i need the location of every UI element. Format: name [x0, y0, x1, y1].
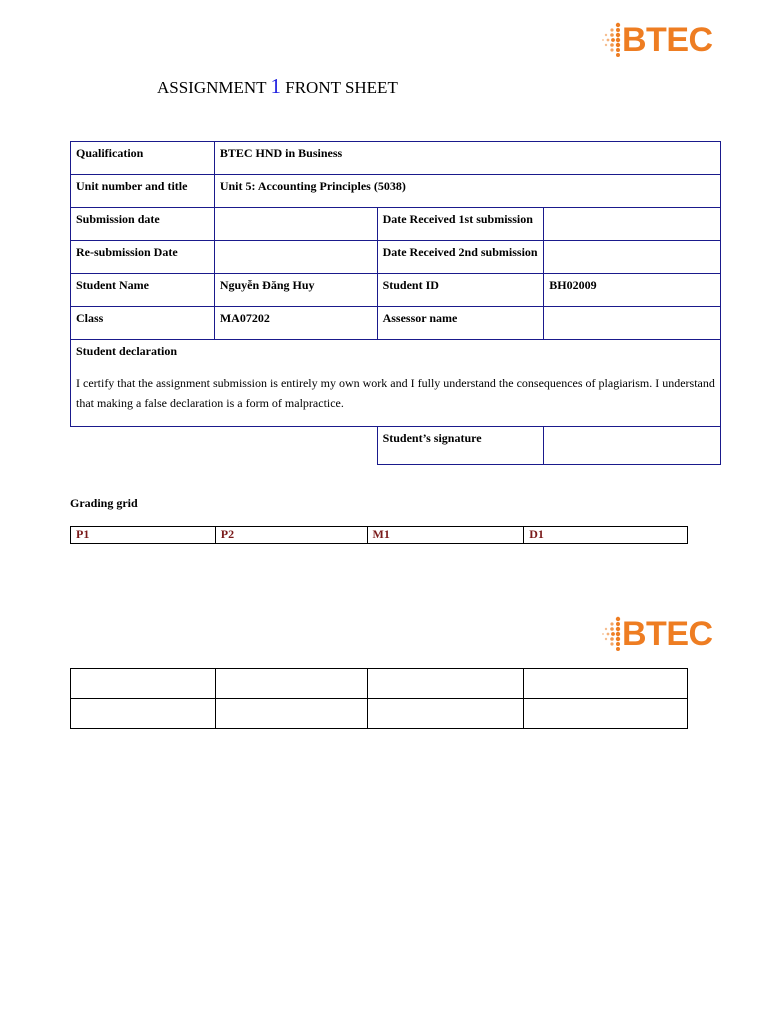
btec-dots-icon [600, 22, 622, 58]
date-received-1-label: Date Received 1st submission [377, 208, 544, 241]
front-sheet-table [70, 141, 721, 465]
grading-grid-label: Grading grid [70, 496, 138, 510]
table-row [71, 307, 721, 340]
grade-p2[interactable]: P2 [215, 527, 367, 544]
table-row [71, 274, 721, 307]
submission-date-field[interactable] [214, 208, 377, 241]
student-declaration [71, 340, 721, 427]
signature-label: Student’s signature [377, 427, 544, 465]
blank-cell[interactable] [71, 669, 216, 699]
table-row [71, 340, 721, 427]
table-row [71, 175, 721, 208]
student-name-value[interactable]: Nguyễn Đăng Huy [214, 274, 377, 307]
title-number: 1 [270, 74, 282, 98]
student-name-label: Student Name [71, 274, 215, 307]
unit-value: Unit 5: Accounting Principles (5038) [214, 175, 720, 208]
assessor-field[interactable] [544, 307, 721, 340]
page-title [157, 74, 398, 99]
table-row [71, 427, 721, 465]
btec-logo-second [600, 616, 713, 652]
logo-text: BTEC [622, 615, 713, 653]
blank-cell[interactable] [524, 669, 688, 699]
class-label: Class [71, 307, 215, 340]
logo-text: BTEC [622, 21, 713, 59]
title-prefix: ASSIGNMENT [157, 78, 267, 97]
date-received-1-field[interactable] [544, 208, 721, 241]
table-row [71, 142, 721, 175]
grade-m1[interactable]: M1 [367, 527, 524, 544]
resubmission-date-field[interactable] [214, 241, 377, 274]
blank-grading-table [70, 668, 688, 729]
date-received-2-label: Date Received 2nd submission [377, 241, 544, 274]
declaration-text: I certify that the assignment submission is entirely my own work and I fully understand the consequences of plagiarism. I understand that making a false declaration is a form of malpractice. [76, 376, 715, 410]
submission-date-label: Submission date [71, 208, 215, 241]
declaration-title: Student declaration [76, 344, 178, 358]
resubmission-date-label: Re-submission Date [71, 241, 215, 274]
btec-logo [600, 22, 713, 58]
blank-cell[interactable] [215, 699, 367, 729]
table-row [71, 527, 688, 544]
table-row [71, 241, 721, 274]
student-id-label: Student ID [377, 274, 544, 307]
signature-field[interactable] [544, 427, 721, 465]
table-row [71, 669, 688, 699]
grade-p1[interactable]: P1 [71, 527, 216, 544]
date-received-2-field[interactable] [544, 241, 721, 274]
table-row [71, 699, 688, 729]
title-suffix: FRONT SHEET [285, 78, 398, 97]
blank-cell[interactable] [524, 699, 688, 729]
student-id-value[interactable]: BH02009 [544, 274, 721, 307]
grading-grid-table [70, 526, 688, 544]
empty-cell [71, 427, 378, 465]
blank-cell[interactable] [367, 669, 524, 699]
class-value[interactable]: MA07202 [214, 307, 377, 340]
grade-d1[interactable]: D1 [524, 527, 688, 544]
unit-label: Unit number and title [71, 175, 215, 208]
assessor-label: Assessor name [377, 307, 544, 340]
btec-dots-icon [600, 616, 622, 652]
table-row [71, 208, 721, 241]
qualification-label: Qualification [71, 142, 215, 175]
blank-cell[interactable] [71, 699, 216, 729]
blank-cell[interactable] [215, 669, 367, 699]
qualification-value: BTEC HND in Business [214, 142, 720, 175]
blank-cell[interactable] [367, 699, 524, 729]
